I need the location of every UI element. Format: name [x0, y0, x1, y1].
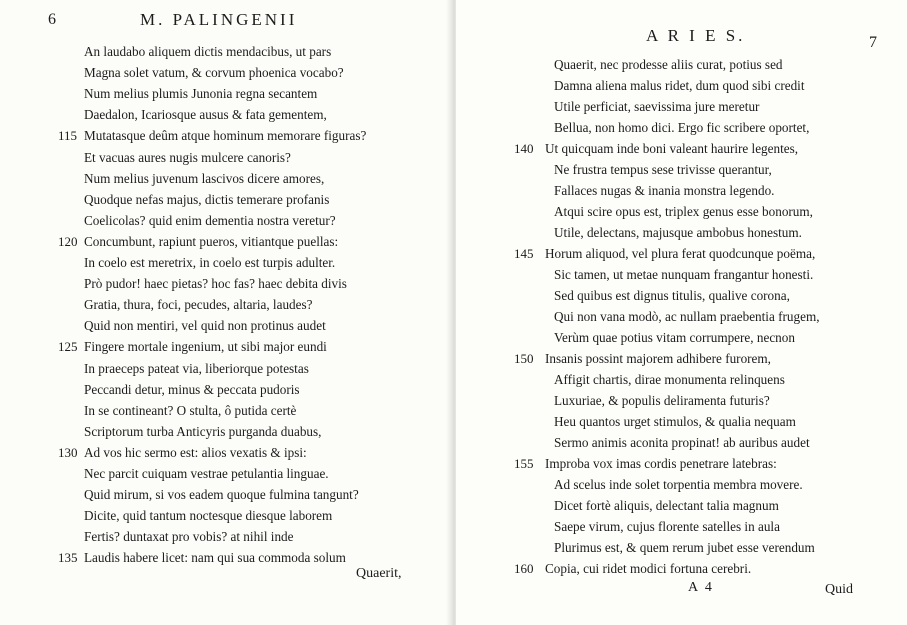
verse-text: Insanis possint majorem adhibere furorem, — [545, 351, 771, 366]
verse-text: Ad scelus inde solet torpentia membra movere. — [554, 477, 803, 492]
page-number: 7 — [869, 34, 877, 51]
line-number: 140 — [514, 141, 534, 156]
verse-text: Ut quicquam inde boni valeant haurire legentes, — [545, 141, 799, 156]
verse-text: Improba vox imas cordis penetrare latebras: — [545, 456, 777, 471]
verse-text: Luxuriae, & populis deliramenta futuris? — [554, 393, 770, 408]
verse-text: Horum aliquod, vel plura ferat quodcunque poëma, — [545, 246, 816, 261]
verse-text: Quid mirum, si vos eadem quoque fulmina tangunt? — [84, 487, 359, 503]
line-number: 125 — [58, 339, 78, 355]
verse-text: Quodque nefas majus, dictis temerare profanis — [84, 191, 330, 207]
verse-text: Damna aliena malus ridet, dum quod sibi credit — [554, 78, 805, 93]
verse-text: Quid non mentiri, vel quid non protinus audet — [84, 318, 326, 334]
verse-text: Atqui scire opus est, triplex genus esse bonorum, — [554, 204, 813, 219]
verse-text: Laudis habere licet: nam qui sua commoda solum — [84, 550, 346, 566]
verse-text: Scriptorum turba Anticyris purganda duabus, — [84, 423, 322, 439]
verse-text: Utile perficiat, saevissima jure meretur — [554, 99, 760, 114]
right-page — [456, 0, 907, 625]
verse-text: An laudabo aliquem dictis mendacibus, ut pars — [84, 44, 332, 59]
running-head: M. PALINGENII — [140, 10, 298, 29]
verse-text: Sed quibus est dignus titulis, qualive corona, — [554, 288, 790, 303]
verse-text: Coelicolas? quid enim dementia nostra veretur? — [84, 212, 336, 228]
verse-text: Quaerit, nec prodesse aliis curat, potius sed — [554, 57, 783, 72]
verse-text: Copia, cui ridet modici fortuna cerebri. — [545, 561, 752, 576]
verse-text: Gratia, thura, foci, pecudes, altaria, laudes? — [84, 297, 313, 313]
line-number: 150 — [514, 351, 534, 366]
line-number: 145 — [514, 246, 534, 261]
line-number: 120 — [58, 233, 78, 249]
verse-text: Fallaces nugas & inania monstra legendo. — [554, 183, 775, 198]
line-number: 130 — [58, 444, 78, 460]
page-number: 6 — [48, 11, 56, 28]
verse-text: Dicite, quid tantum noctesque diesque laborem — [84, 508, 333, 524]
verse-text: Peccandi detur, minus & peccata pudoris — [84, 381, 300, 397]
verse-text: Ne frustra tempus sese trivisse querantur, — [554, 162, 772, 177]
catchword: Quaerit, — [356, 566, 402, 581]
verse-text: In coelo est meretrix, in coelo est turpis adulter. — [84, 255, 336, 270]
verse-text: Nec parcit cuiquam vestrae petulantia linguae. — [84, 466, 329, 481]
verse-text: In se contineant? O stulta, ô putida certè — [84, 402, 297, 418]
running-head: A R I E S. — [646, 26, 746, 45]
catchword: Quid — [825, 582, 853, 597]
verse-text: Mutatasque deûm atque hominum memorare figuras? — [84, 128, 367, 144]
verse-text: Qui non vana modò, ac nullam praebentia frugem, — [554, 309, 820, 324]
verse-text: Bellua, non homo dici. Ergo fic scribere oportet, — [554, 120, 810, 135]
line-number: 155 — [514, 456, 534, 471]
verse-text: Concumbunt, rapiunt pueros, vitiantque puellas: — [84, 233, 339, 249]
verse-text: Ad vos hic sermo est: alios vexatis & ipsi: — [84, 444, 307, 460]
verse-text: Verùm quae potius vitam corrumpere, necnon — [554, 330, 795, 345]
verse-text: Fertis? duntaxat pro vobis? at nihil inde — [84, 529, 294, 545]
line-number: 160 — [514, 561, 534, 576]
verse-text: Sic tamen, ut metae nunquam frangantur honesti. — [554, 267, 814, 282]
line-number: 115 — [58, 128, 78, 144]
verse-text: Heu quantos urget stimulos, & qualia nequam — [554, 414, 796, 429]
verse-text: Magna solet vatum, & corvum phoenica vocabo? — [84, 65, 344, 81]
verse-text: Et vacuas aures nugis mulcere canoris? — [84, 149, 291, 165]
verse-text: Plurimus est, & quem rerum jubet esse verendum — [554, 540, 815, 555]
verse-text: Daedalon, Icariosque ausus & fata gementem, — [84, 107, 327, 123]
verse-text: Num melius juvenum lascivos dicere amores, — [84, 170, 325, 186]
line-number: 135 — [58, 550, 78, 566]
verse-text: Dicet fortè aliquis, delectant talia magnum — [554, 498, 779, 513]
verse-text: Saepe virum, cujus florente satelles in aula — [554, 519, 780, 534]
verse-text: Fingere mortale ingenium, ut sibi major eundi — [84, 339, 327, 355]
verse-text: Sermo animis aconita propinat! ab auribus audet — [554, 435, 810, 450]
verse-text: Utile, delectans, majusque ambobus honestum. — [554, 225, 802, 240]
left-page — [0, 0, 452, 625]
verse-text: Prò pudor! haec pietas? hoc fas? haec debita divis — [84, 276, 347, 292]
verse-text: Affigit chartis, dirae monumenta relinquens — [554, 372, 785, 387]
signature-mark: A 4 — [688, 580, 714, 595]
verse-text: In praeceps pateat via, liberiorque potestas — [84, 360, 309, 376]
verse-text: Num melius plumis Junonia regna secantem — [84, 86, 318, 102]
